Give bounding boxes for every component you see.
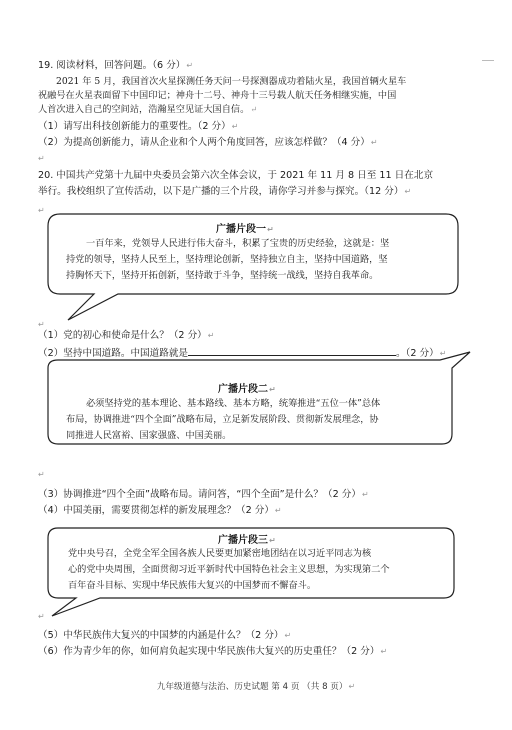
q20-question-5: （5）中华民族伟大复兴的中国梦的内涵是什么？（2 分）↵ <box>38 630 292 641</box>
segment-3-line-2: 心的党中央周围，全面贯彻习近平新时代中国特色社会主义思想，为实现第二个 <box>68 564 390 575</box>
q19-heading: 19. 阅读材料，回答问题。（6 分）↵ <box>38 60 194 71</box>
segment-3-title: 广播片段三↵ <box>218 535 276 546</box>
segment-2-title: 广播片段二↵ <box>218 384 276 395</box>
q20-question-4: （4）中国美丽，需要贯彻怎样的新发展理念？（2 分）↵ <box>38 505 282 516</box>
paragraph-mark: ↵ <box>38 206 45 215</box>
segment-3-line-3: 百年奋斗目标、实现中华民族伟大复兴的中国梦而不懈奋斗。 <box>68 580 317 591</box>
q20-heading-line-2: 举行。我校组织了宣传活动，以下是广播的三个片段，请你学习并参与探究。（12 分）↵ <box>38 186 412 197</box>
q20-question-6: （6）作为青少年的你，如何肩负起实现中华民族伟大复兴的历史重任？（2 分）↵ <box>38 646 388 657</box>
segment-1-line-1: 一百年来，党领导人民进行伟大奋斗，积累了宝贵的历史经验，这就是：坚 <box>86 238 390 249</box>
segment-1-line-3: 持胸怀天下，坚持开拓创新，坚持敢于斗争，坚持统一战线，坚持自我革命。 <box>66 270 379 281</box>
segment-2-line-3: 同推进人民富裕、国家强盛、中国美丽。 <box>66 430 232 441</box>
paragraph-mark: ↵ <box>38 320 45 329</box>
q20-question-3: （3）协调推进“四个全面”战略布局。请问答，“四个全面”是什么？（2 分）↵ <box>38 489 369 500</box>
q20-heading-line-1: 20. 中国共产党第十九届中央委员会第六次全体会议，于 2021 年 11 月 8 日至 11 日在北京 <box>38 170 434 181</box>
q19-question-1: （1）请写出科技创新能力的重要性。（2 分）↵ <box>38 121 239 132</box>
q19-material-line-3: 人首次进入自己的空间站，浩瀚星空见证大国自信。↵ <box>38 104 258 115</box>
segment-3-line-1: 党中央号召，全党全军全国各族人民要更加紧密地团结在以习近平同志为核 <box>68 548 372 559</box>
q20-question-1: （1）党的初心和使命是什么？（2 分）↵ <box>38 330 215 341</box>
page-footer: 九年级道德与法治、历史试题 第 4 页 （共 8 页）↵ <box>156 682 356 692</box>
segment-1-line-2: 持党的领导，坚持人民至上，坚持理论创新，坚持独立自主，坚持中国道路，坚 <box>66 254 388 265</box>
paragraph-mark: ↵ <box>38 154 45 163</box>
answer-blank[interactable] <box>188 346 396 356</box>
q19-question-2: （2）为提高创新能力，请从企业和个人两个角度回答，应该怎样做？（4 分）↵ <box>38 137 378 148</box>
q19-material-line-2: 祝融号在火星表面留下中国印记；神舟十二号、神舟十三号载人航天任务相继实施，中国 <box>38 90 397 101</box>
q19-material-line-1: 2021 年 5 月，我国首次火星探测任务天问一号探测器成功着陆火星，我国首辆火星车 <box>56 76 407 87</box>
paragraph-mark: ↵ <box>38 470 45 479</box>
segment-1-title: 广播片段一↵ <box>216 224 274 235</box>
segment-2-line-1: 必须坚持党的基本理论、基本路线、基本方略，统筹推进“五位一体”总体 <box>86 398 381 409</box>
segment-2-line-2: 布局，协调推进“四个全面”战略布局，立足新发展阶段、贯彻新发展理念，协 <box>66 414 379 425</box>
paragraph-mark: ↵ <box>38 612 45 621</box>
q20-question-2: （2）坚持中国道路。中国道路就是 。（2 分）↵ <box>38 348 447 359</box>
